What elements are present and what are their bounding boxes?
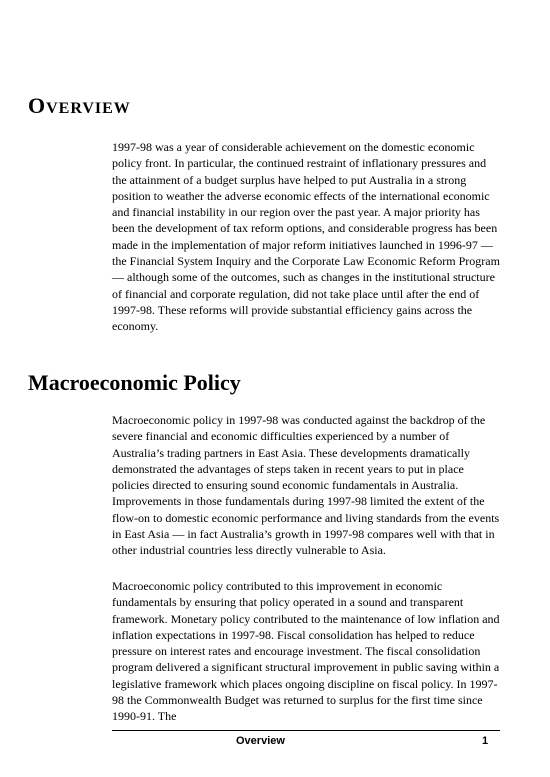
macro-paragraph-1: Macroeconomic policy in 1997-98 was conducted against the backdrop of the severe financial and economic difficulties experienced by a number of Australia’s trading partners in East Asia. These developments dramatically demonstrated the advantages of steps taken in recent years to put in place policies directed to ensuring sound economic fundamentals in Australia. Improvements in those fundamentals during 1997-98 limited the extent of the flow-on to domestic economic performance and living standards from the events in East Asia — in fact Australia’s growth in 1997-98 compares well with that in other industrial countries less directly vulnerable to Asia. (112, 413, 500, 558)
page-number: 1 (482, 735, 489, 747)
footer-title: Overview (236, 735, 285, 747)
footer-rule (112, 730, 500, 731)
heading-rest: VERVIEW (46, 100, 131, 117)
overview-paragraph: 1997-98 was a year of considerable achievement on the domestic economic policy front. In particular, the continued restraint of inflationary pressures and the attainment of a budget surplus have helped to put Australia in a strong position to weather the adverse economic effects of the international economic and financial instability in our region over the past year. A major priority has been the development of tax reform options, and considerable progress has been made in the implementation of major reform initiatives launched in 1996-97 — the Financial System Inquiry and the Corporate Law Economic Reform Program — although some of the outcomes, such as changes in the institutional structure of financial and corporate regulation, did not take place until after the end of 1997-98. These reforms will provide substantial efficiency gains across the economy. (112, 140, 500, 334)
heading-initial: O (28, 93, 47, 118)
section-heading-macroeconomic-policy: Macroeconomic Policy (28, 370, 241, 395)
macro-paragraph-2: Macroeconomic policy contributed to this improvement in economic fundamentals by ensuring that policy operated in a sound and transparent framework. Monetary policy contributed to the maintenance of low inflation and inflation expectations in 1997-98. Fiscal consolidation has helped to reduce pressure on interest rates and encourage investment. The fiscal consolidation program delivered a significant structural improvement in public saving within a legislative framework which places ongoing discipline on fiscal policy. In 1997-98 the Commonwealth Budget was returned to surplus for the first time since 1990-91. The (112, 579, 500, 724)
section-heading-overview (28, 95, 131, 117)
